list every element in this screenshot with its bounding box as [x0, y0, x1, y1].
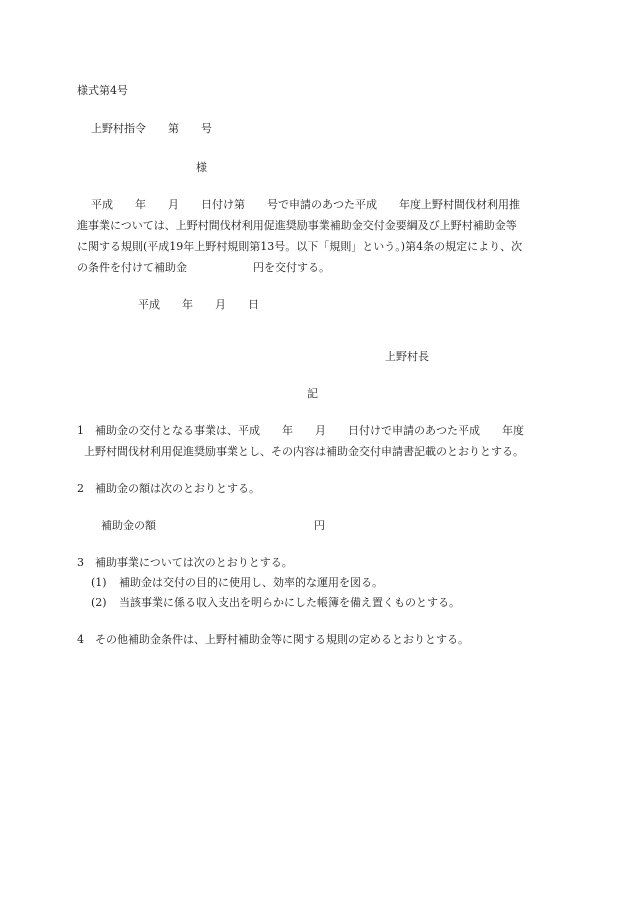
body-line-1: 平成 年 月 日付け第 号で申請のあつた平成 年度上野村間伐材利用推 [91, 198, 520, 211]
sub-item-number: (2) [91, 596, 107, 609]
condition-1-line-1: 補助金の交付となる事業は、平成 年 月 日付けで申請のあつた平成 年度 [95, 424, 524, 437]
sub-item-number: (1) [91, 576, 107, 589]
condition-number: 2 [77, 482, 84, 495]
condition-4-text: その他補助金条件は、上野村補助金等に関する規則の定めるとおりとする。 [95, 633, 469, 646]
condition-number: 4 [77, 633, 84, 646]
body-line-2: 進事業については、上野村間伐材利用促進奨励事業補助金交付金要綱及び上野村補助金等 [77, 219, 517, 232]
condition-1-line-2: 上野村間伐材利用促進奨励事業とし、その内容は補助金交付申請書記載のとおりとする。 [84, 445, 524, 458]
condition-number: 3 [77, 556, 84, 569]
condition-number: 1 [77, 424, 84, 437]
sub-item-1-text: 補助金は交付の目的に使用し、効率的な運用を図る。 [119, 576, 383, 589]
subsidy-amount-unit: 円 [314, 519, 325, 532]
issuer-name: 上野村長 [385, 350, 429, 363]
condition-3-text: 補助事業については次のとおりとする。 [95, 556, 293, 569]
ki-heading: 記 [307, 387, 318, 400]
body-line-3: に関する規則(平成19年上野村規則第13号。以下「規則」という。)第4条の規定により、次 [77, 240, 523, 253]
subsidy-amount-label: 補助金の額 [101, 519, 156, 532]
issue-date: 平成 年 月 日 [138, 298, 259, 311]
addressee-suffix: 様 [196, 161, 207, 174]
form-number: 様式第4号 [77, 84, 128, 97]
body-line-4: の条件を付けて補助金 円を交付する。 [77, 261, 330, 274]
directive-number: 上野村指令 第 号 [91, 122, 212, 135]
condition-2-text: 補助金の額は次のとおりとする。 [95, 482, 260, 495]
sub-item-2-text: 当該事業に係る収入支出を明らかにした帳簿を備え置くものとする。 [119, 596, 460, 609]
